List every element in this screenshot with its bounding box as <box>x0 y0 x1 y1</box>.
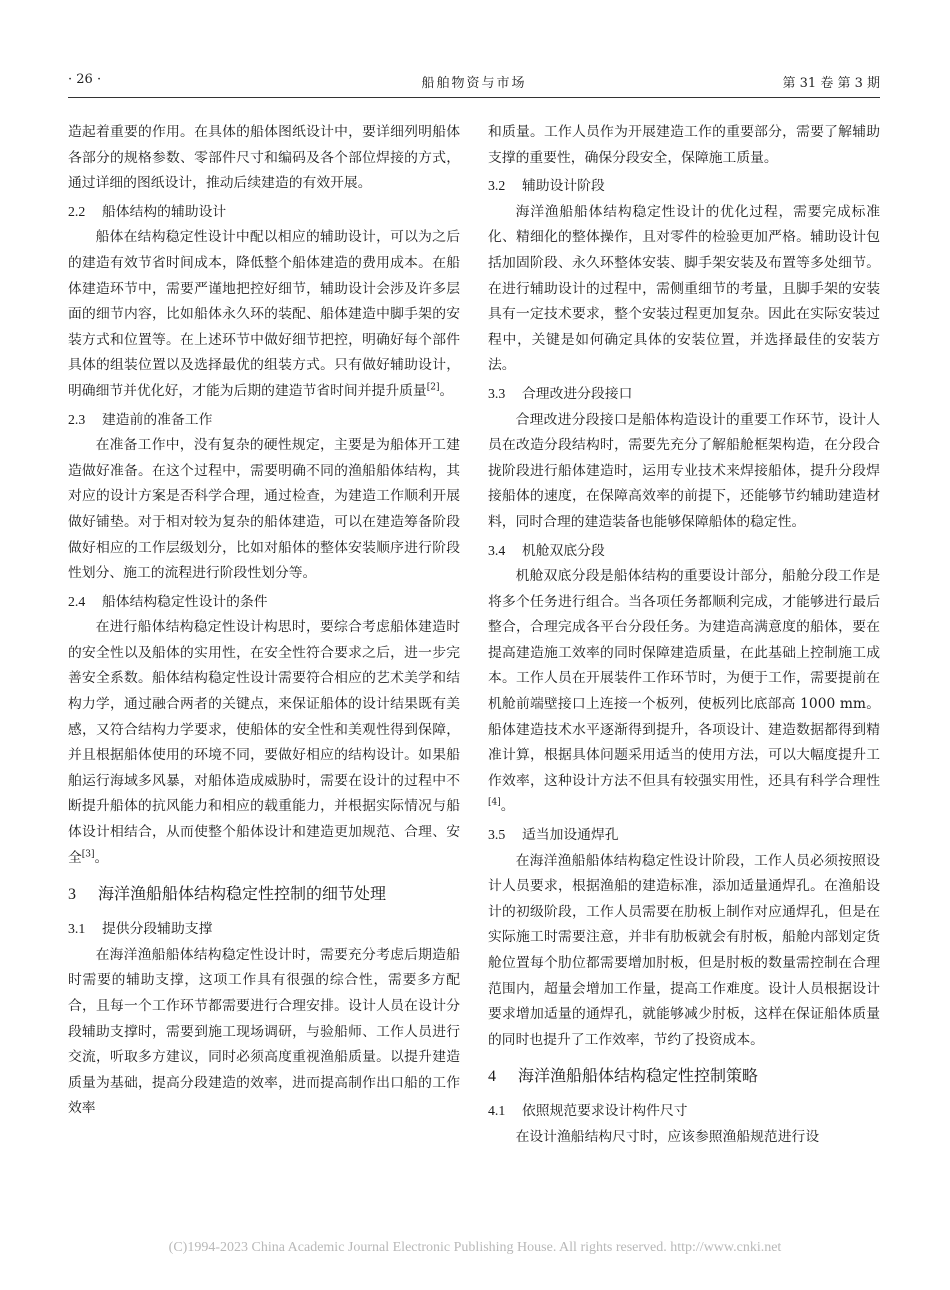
paragraph: 海洋渔船船体结构稳定性设计的优化过程，需要完成标准化、精细化的整体操作，且对零件的检验更加严格。辅助设计包括加固阶段、永久环整体安装、脚手架安装及布置等多处细节。在进行辅助设计的过程中，需侧重细节的考量，且脚手架的安装具有一定技术要求，整个安装过程更加复杂。因此在实际安装过程中，关键是如何确定具体的安装位置，并选择最佳的安装方法。 <box>488 203 880 374</box>
copyright-footer: (C)1994-2023 China Academic Journal Electronic Publishing House. All rights reserved. http://www.cnki.net <box>168 1240 782 1255</box>
paragraph: 和质量。工作人员作为开展建造工作的重要部分，需要了解辅助支撑的重要性，确保分段安全，保障施工质量。 <box>488 124 880 166</box>
header-divider <box>68 97 880 98</box>
section-heading: 2.2 船体结构的辅助设计 <box>68 203 227 220</box>
section-heading: 3.3 合理改进分段接口 <box>488 385 633 402</box>
citation-ref[interactable]: [2] <box>426 382 440 393</box>
paragraph: 在海洋渔船船体结构稳定性设计时，需要充分考虑后期造船时需要的辅助支撑，这项工作具有很强的综合性，需要多方配合，且每一个工作环节都需要进行合理安排。设计人员在设计分段辅助支撑时，需要到施工现场调研，与验船师、工作人员进行交流，听取多方建议，同时必须高度重视渔船质量。以提升建造质量为基础，提高分段建造的效率，进而提高制作出口船的工作效率 <box>68 946 460 1117</box>
right-column <box>488 120 880 1151</box>
section-heading: 3.5 适当加设通焊孔 <box>488 827 619 844</box>
paragraph: 在设计渔船结构尺寸时，应该参照渔船规范进行设 <box>515 1128 820 1145</box>
paragraph: 在海洋渔船船体结构稳定性设计阶段，工作人员必须按照设计人员要求，根据渔船的建造标准，添加适量通焊孔。在渔船设计的初级阶段，工作人员需要在肋板上制作对应通焊孔，但是在实际施工时需要注意，并非有肋板就会有肘板，船舱内部划定货舱位置每个肋位都需要增加肘板，但是肘板的数量需控制在合理范围内，超量会增加工作量，提高工作难度。设计人员根据设计要求增加适量的通焊孔，就能够减少肘板，这样在保证船体质量的同时也提升了工作效率，节约了投资成本。 <box>488 852 880 1048</box>
left-column <box>68 120 460 1122</box>
paragraph: 机舱双底分段是船体结构的重要设计部分，船舱分段工作是将多个任务进行组合。当各项任务都顺利完成，才能够进行最后整合，合理完成各平台分段任务。为建造高满意度的船体，要在提高建造施工效率的同时保障建造质量，在此基础上控制施工成本。工作人员在开展装件工作环节时，为便于工作，需要提前在机舱前端壁接口上连接一个板列，使板列比底部高 1000 mm。船体建造技术水平逐渐得到提升，各项设计、建造数据都得到精准计算，根据具体问题采用适当的使用方法，可以大幅度提升工作效率，这种设计方法不但具有较强实用性，还具有科学合理性[4]。 <box>488 568 880 815</box>
section-heading: 3.1 提供分段辅助支撑 <box>68 921 213 938</box>
citation-ref[interactable]: [3] <box>81 849 95 860</box>
chapter-heading: 3 海洋渔船船体结构稳定性控制的细节处理 <box>68 884 387 904</box>
section-heading: 2.4 船体结构稳定性设计的条件 <box>68 593 268 610</box>
section-heading: 2.3 建造前的准备工作 <box>68 411 213 428</box>
section-heading: 3.2 辅助设计阶段 <box>488 178 605 195</box>
paragraph: 在进行船体结构稳定性设计构思时，要综合考虑船体建造时的安全性以及船体的实用性，在安全性符合要求之后，进一步完善安全系数。船体结构稳定性设计需要符合相应的艺术美学和结构力学，通过融合两者的关键点，来保证船体的设计结果既有美感，又符合结构力学要求，使船体的安全性和美观性得到保障，并且根据船体使用的环境不同，要做好相应的结构设计。如果船舶运行海域多风暴，对船体造成威胁时，需要在设计的过程中不断提升船体的抗风能力和相应的载重能力，并根据实际情况与船体设计相结合，从而使整个船体设计和建造更加规范、合理、安全[3]。 <box>68 619 460 866</box>
paragraph: 合理改进分段接口是船体构造设计的重要工作环节，设计人员在改造分段结构时，需要先充分了解船舱框架构造，在分段合拢阶段进行船体建造时，运用专业技术来焊接船体，提升分段焊接船体的速度，在保障高效率的前提下，还能够节约辅助建造材料，同时合理的建造装备也能够保障船体的稳定性。 <box>488 411 880 530</box>
section-heading: 4.1 依照规范要求设计构件尺寸 <box>488 1103 688 1120</box>
page-number: · 26 · <box>68 72 102 87</box>
paragraph: 造起着重要的作用。在具体的船体图纸设计中，要详细列明船体各部分的规格参数、零部件尺寸和编码及各个部位焊接的方式，通过详细的图纸设计，推动后续建造的有效开展。 <box>68 124 460 192</box>
paragraph: 船体在结构稳定性设计中配以相应的辅助设计，可以为之后的建造有效节省时间成本，降低整个船体建造的费用成本。在船体建造环节中，需要严谨地把控好细节，辅助设计会涉及许多层面的细节内容，比如船体永久环的装配、船体建造中脚手架的安装方式和位置等。在上述环节中做好细节把控，明确好每个部件具体的组装位置以及选择最优的组装方式。只有做好辅助设计，明确细节并优化好，才能为后期的建造节省时间并提升质量[2]。 <box>68 229 460 399</box>
paragraph: 在准备工作中，没有复杂的硬性规定，主要是为船体开工建造做好准备。在这个过程中，需要明确不同的渔船船体结构，其对应的设计方案是否科学合理，通过检查，为建造工作顺利开展做好铺垫。对于相对较为复杂的船体建造，可以在建造筹备阶段做好相应的工作层级划分，比如对船体的整体安装顺序进行阶段性划分、施工的流程进行阶段性划分等。 <box>68 437 460 582</box>
issue-label: 第 31 卷 第 3 期 <box>782 76 880 91</box>
citation-ref[interactable]: [4] <box>488 797 501 808</box>
page-header <box>68 68 880 94</box>
chapter-heading: 4 海洋渔船船体结构稳定性控制策略 <box>488 1066 759 1086</box>
journal-title: 船舶物资与市场 <box>421 76 527 91</box>
section-heading: 3.4 机舱双底分段 <box>488 542 605 559</box>
